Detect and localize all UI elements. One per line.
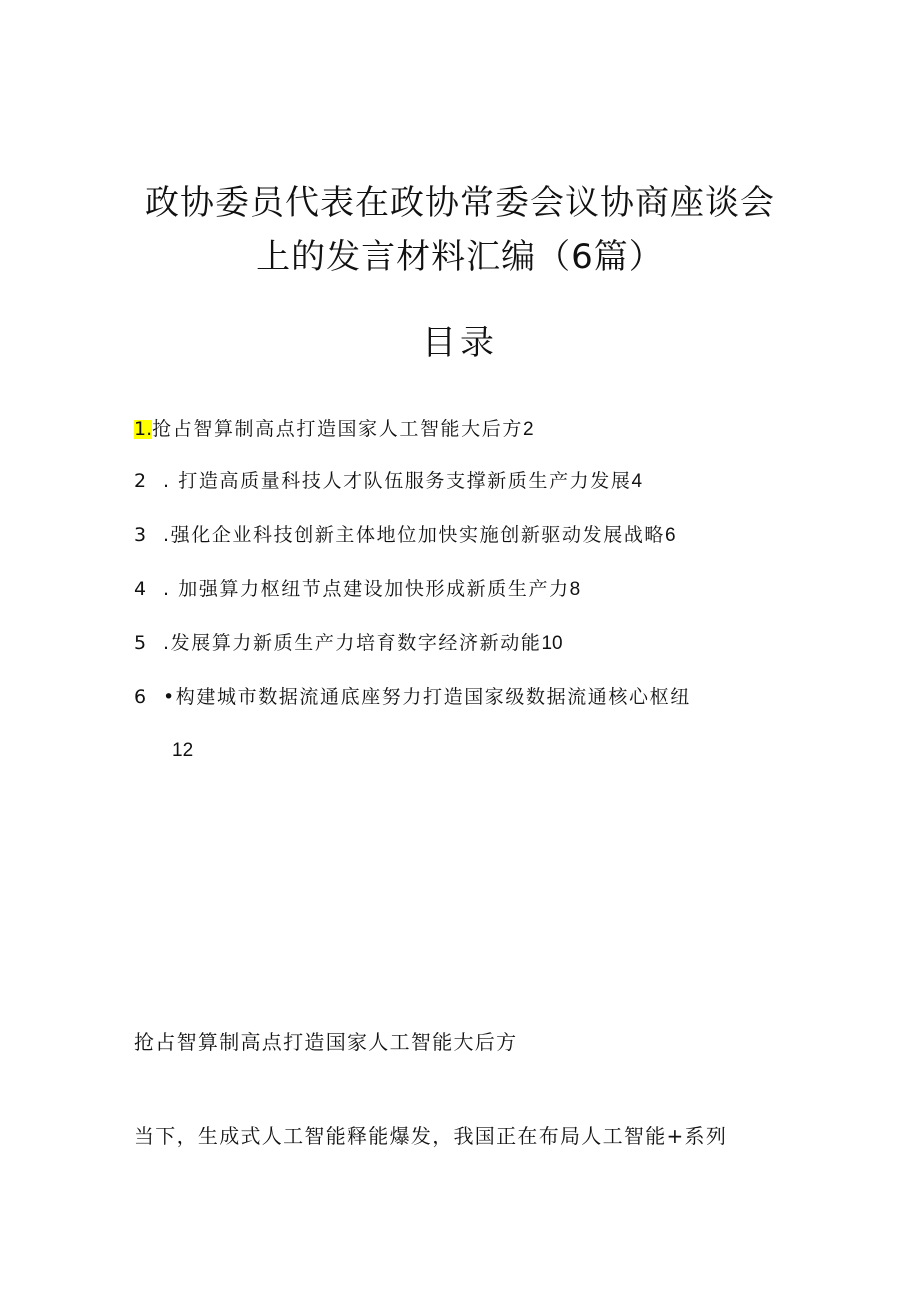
toc-item-text: 强化企业科技创新主体地位加快实施创新驱动发展战略	[170, 524, 666, 546]
toc-item[interactable]	[134, 688, 691, 707]
toc-item[interactable]	[134, 580, 580, 599]
body-paragraph: 当下，生成式人工智能释能爆发，我国正在布局人工智能+系列	[134, 1124, 728, 1148]
toc-item-page: 8	[569, 579, 581, 600]
toc-item-number: 3	[134, 524, 148, 546]
toc-item-page[interactable]: 12	[172, 740, 194, 761]
toc-item-separator: .	[147, 524, 171, 546]
toc-item-separator: .	[147, 470, 179, 492]
toc-item-page: 2	[522, 419, 534, 440]
toc-item-separator: .	[147, 578, 179, 600]
toc-item-number: 1.	[134, 418, 153, 440]
toc-item-text: 抢占智算制高点打造国家人工智能大后方	[152, 418, 523, 440]
toc-item-page: 4	[631, 471, 643, 492]
toc-item-page: 10	[541, 633, 563, 654]
toc-item[interactable]	[134, 420, 534, 439]
document-title-line-2: 上的发言材料汇编（6篇）	[256, 237, 664, 277]
toc-item-text: 打造高质量科技人才队伍服务支撑新质生产力发展	[178, 470, 632, 492]
section-heading: 抢占智算制高点打造国家人工智能大后方	[134, 1030, 518, 1054]
toc-item-separator: •	[147, 686, 176, 708]
document-title-line-1: 政协委员代表在政协常委会议协商座谈会	[145, 183, 775, 223]
toc-item-text: 发展算力新质生产力培育数字经济新动能	[170, 632, 542, 654]
toc-item[interactable]	[134, 526, 676, 545]
toc-item[interactable]	[134, 634, 563, 653]
toc-item-number: 2	[134, 470, 148, 492]
toc-item-separator: .	[147, 632, 171, 654]
toc-item-number: 5	[134, 632, 148, 654]
toc-item-number: 6	[134, 686, 148, 708]
toc-item-text: 构建城市数据流通底座努力打造国家级数据流通核心枢纽	[175, 686, 691, 708]
toc-item-page: 6	[665, 525, 676, 546]
toc-item-text: 加强算力枢纽节点建设加快形成新质生产力	[178, 578, 570, 600]
toc-item-number: 4	[134, 578, 148, 600]
toc-item[interactable]	[134, 472, 642, 491]
toc-heading: 目录	[422, 323, 498, 363]
